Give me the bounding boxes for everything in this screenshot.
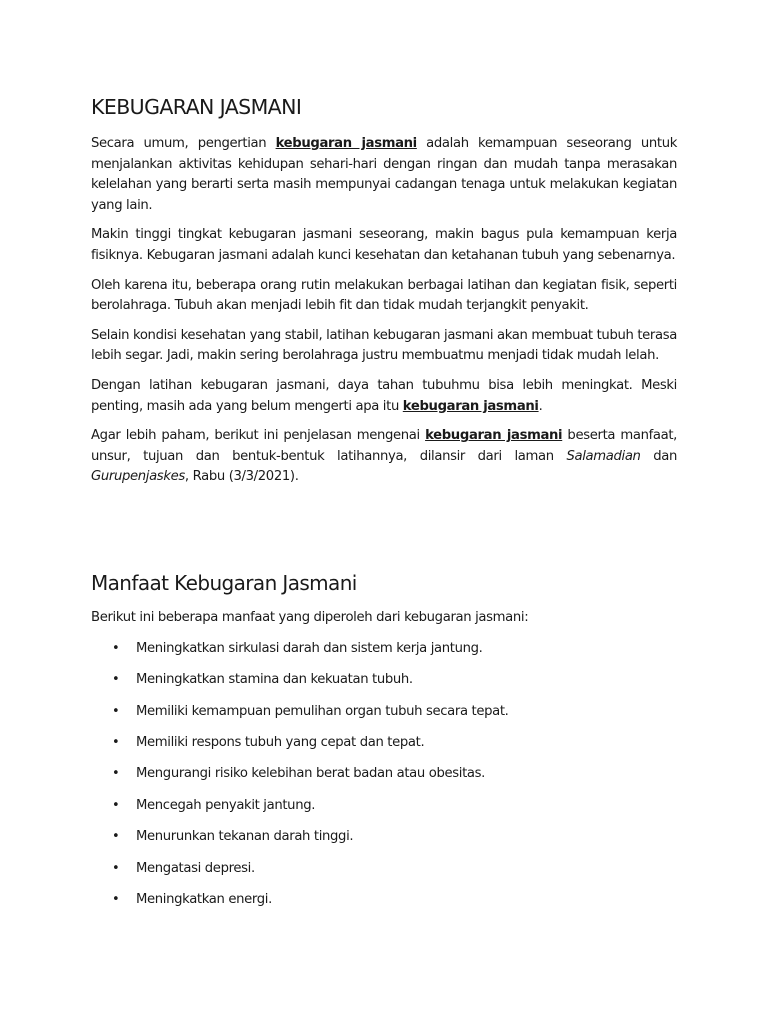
paragraph-sources	[91, 426, 677, 488]
list-item	[91, 859, 677, 890]
document-title: KEBUGARAN JASMANI	[91, 95, 302, 119]
paragraph-fitness-level: Makin tinggi tingkat kebugaran jasmani seseorang, makin bagus pula kemampuan kerja fisiknya. Kebugaran jasmani adalah kunci kesehatan dan ketahanan tubuh yang sebenarnya.	[91, 227, 677, 263]
paragraph-text: Secara umum, pengertian	[91, 136, 276, 151]
list-item-text: Mengurangi risiko kelebihan berat badan atau obesitas.	[136, 766, 485, 782]
source-name: Gurupenjaskes	[91, 469, 185, 485]
list-item-text: Menurunkan tekanan darah tinggi.	[136, 829, 354, 845]
list-item	[91, 764, 677, 795]
bullet-icon: •	[112, 797, 120, 813]
paragraph-text: .	[538, 398, 543, 414]
bullet-icon: •	[112, 829, 120, 845]
list-item	[91, 827, 677, 858]
paragraph-text: Dengan latihan kebugaran jasmani, daya tahan tubuhmu bisa lebih meningkat. Meski penting, masih ada yang belum mengerti apa itu	[91, 377, 677, 414]
bullet-icon: •	[112, 860, 120, 876]
list-item	[91, 890, 677, 921]
paragraph-definition	[91, 134, 677, 216]
section-intro: Berikut ini beberapa manfaat yang diperoleh dari kebugaran jasmani:	[91, 609, 529, 625]
bullet-icon: •	[112, 672, 120, 688]
list-item-text: Mengatasi depresi.	[136, 860, 255, 876]
paragraph-fresh-body: Selain kondisi kesehatan yang stabil, latihan kebugaran jasmani akan membuat tubuh terasa lebih segar. Jadi, makin sering berolahraga justru membuatmu menjadi tidak mudah lelah.	[91, 327, 677, 364]
list-item	[91, 670, 677, 701]
keyword-link[interactable]: kebugaran jasmani	[402, 398, 539, 414]
paragraph-text: Agar lebih paham, berikut ini penjelasan mengenai	[91, 428, 426, 444]
list-item	[91, 796, 677, 827]
list-item	[91, 639, 677, 670]
source-name: Salamadian	[566, 448, 641, 464]
paragraph-text: dan	[640, 448, 678, 464]
list-item-text: Memiliki kemampuan pemulihan organ tubuh secara tepat.	[136, 703, 509, 719]
bullet-icon: •	[112, 892, 120, 908]
list-item-text: Meningkatkan sirkulasi darah dan sistem kerja jantung.	[136, 640, 483, 656]
list-item	[91, 702, 677, 733]
paragraph-endurance	[91, 376, 677, 417]
bullet-icon: •	[112, 703, 120, 719]
list-item-text: Mencegah penyakit jantung.	[136, 797, 316, 813]
bullet-icon: •	[112, 766, 120, 782]
list-item-text: Meningkatkan energi.	[136, 892, 272, 908]
paragraph-text: adalah kemampuan seseorang untuk menjalankan aktivitas kehidupan sehari-hari dengan ringan dan mudah tanpa merasakan kelelahan yang berarti serta masih mempunyai cadangan tenaga untuk melakukan kegiatan yang lain.	[91, 136, 678, 213]
benefits-list	[91, 639, 677, 922]
keyword-link[interactable]: kebugaran jasmani	[275, 136, 417, 151]
section-heading: Manfaat Kebugaran Jasmani	[91, 570, 357, 595]
list-item-text: Meningkatkan stamina dan kekuatan tubuh.	[136, 672, 413, 688]
list-item-text: Memiliki respons tubuh yang cepat dan tepat.	[136, 735, 425, 751]
paragraph-text: beserta manfaat, unsur, tujuan dan bentuk-bentuk latihannya, dilansir dari laman	[91, 428, 677, 464]
bullet-icon: •	[112, 735, 120, 751]
paragraph-routine-exercise: Oleh karena itu, beberapa orang rutin melakukan berbagai latihan dan kegiatan fisik, seperti berolahraga. Tubuh akan menjadi lebih fit dan tidak mudah terjangkit penyakit.	[91, 277, 677, 314]
paragraph-text: , Rabu (3/3/2021).	[184, 469, 299, 485]
bullet-icon: •	[112, 640, 120, 656]
list-item	[91, 733, 677, 764]
keyword-link[interactable]: kebugaran jasmani	[425, 428, 563, 444]
